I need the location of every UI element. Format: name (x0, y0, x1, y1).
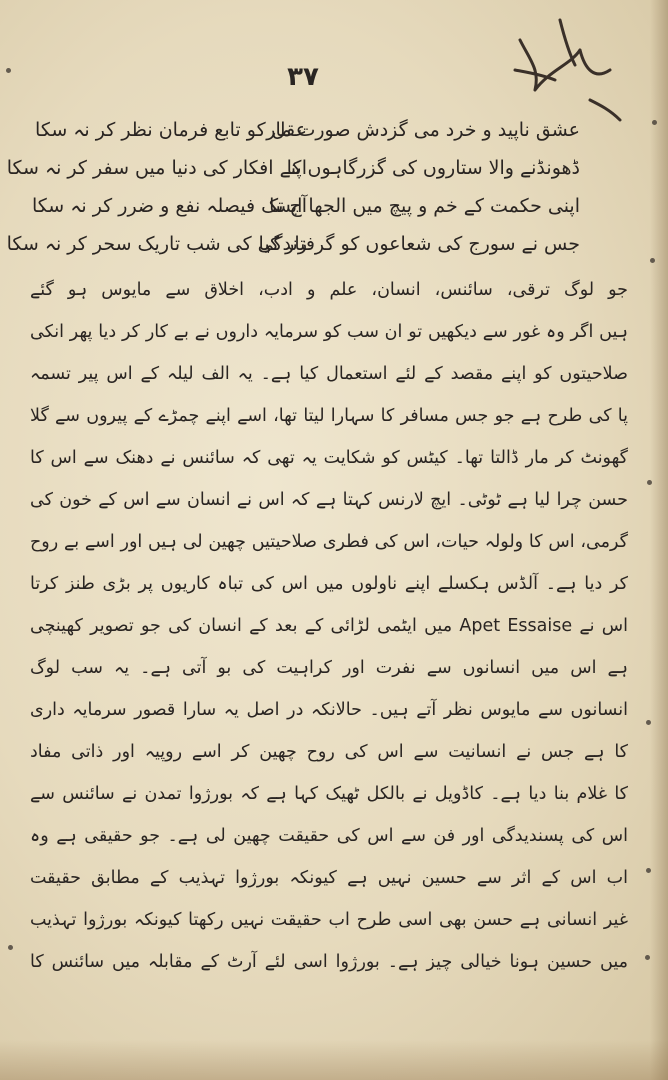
paragraph-line-16: غیر انسانی ہے حسن بھی اسی طرح اب حقیقت نہیں رکھتا کیونکہ بورژوا تہذیب (30, 910, 628, 930)
paragraph-line-10: ہے اس میں انسانوں سے نفرت اور کراہیت کی بو آتی ہے۔ یہ سب لوگ (30, 658, 628, 678)
paragraph-line-7: گرمی، اس کا ولولہ حیات، اس کی فطری صلاحیتیں چھین لی ہیں اور اسے بے روح (30, 532, 628, 552)
margin-dot (6, 68, 11, 73)
verse-right-2: ڈھونڈنے والا ستاروں کی گزرگاہوں کا (286, 157, 580, 179)
margin-dot (646, 868, 651, 873)
verse-right-4: جس نے سورج کی شعاعوں کو گرفتار کیا (258, 233, 580, 255)
page-edge-shadow (650, 0, 668, 1080)
paragraph-line-4: پا کی طرح ہے جو جس مسافر کا سہارا لیتا تھا، اسے اپنے چمڑے کے پیروں سے گلا (30, 406, 628, 426)
page-number: ۳۷ (287, 62, 319, 92)
verse-right-3: اپنی حکمت کے خم و پیچ میں الجھا ایسا (269, 195, 580, 217)
paragraph-line-9: اس نے Apet Essaise میں ایٹمی لڑائی کے بعد کے انسان کی جو تصویر کھینچی (30, 616, 628, 636)
verse-right-1: عشق ناپید و خرد می گزدش صورت مار (266, 119, 580, 141)
paragraph-line-14: اس کی پسندیدگی اور فن سے اس کی حقیقت چھین لی ہے۔ جو حقیقی ہے وہ (30, 826, 628, 846)
margin-dot (652, 120, 657, 125)
paragraph-line-2: ہیں اگر وہ غور سے دیکھیں تو ان سب کو سرمایہ داروں نے بے کار کر دیا پھر انکی (30, 322, 628, 342)
margin-dot (646, 720, 651, 725)
page-bottom-shadow (0, 1040, 668, 1080)
verse-left-4: زندگی کی شب تاریک سحر کر نہ سکا (6, 233, 307, 255)
paragraph-line-3: صلاحیتوں کو اپنے مقصد کے لئے استعمال کیا ہے۔ یہ الف لیلہ کے اس پیر تسمہ (30, 364, 628, 384)
margin-dot (650, 258, 655, 263)
paragraph-line-5: گھونٹ کر مار ڈالتا تھا۔ کیٹس کو شکایت یہ تھی کہ سائنس نے دھنک سے اس کا (30, 448, 628, 468)
paragraph-line-17: میں حسین ہونا خیالی چیز ہے۔ بورژوا اسی لئے آرٹ کے مقابلہ میں سائنس کا (30, 952, 628, 972)
margin-dot (645, 955, 650, 960)
verse-left-3: آج تک فیصلہ نفع و ضرر کر نہ سکا (32, 195, 307, 217)
paragraph-line-12: کا ہے جس نے انسانیت سے اس کی روح چھین کر اسے روپیہ اور ذاتی مفاد (30, 742, 628, 762)
paragraph-line-13: کا غلام بنا دیا ہے۔ کاڈویل نے بالکل ٹھیک کہا ہے کہ بورژوا تمدن نے سائنس سے (30, 784, 628, 804)
paragraph-line-11: انسانوں سے مایوس نظر آتے ہیں۔ حالانکہ در اصل یہ سارا قصور سرمایہ داری (30, 700, 628, 720)
paragraph-line-15: اب اس کے اثر سے حسین نہیں ہے کیونکہ بورژوا تہذیب کے مطابق حقیقت (30, 868, 628, 888)
paragraph-line-6: حسن چرا لیا ہے ٹوٹی۔ ایچ لارنس کہتا ہے کہ اس نے انسان سے اس کے خون کی (30, 490, 628, 510)
margin-dot (647, 480, 652, 485)
paragraph-line-8: کر دیا ہے۔ آلڈس ہکسلے اپنے ناولوں میں اس کی تباہ کاریوں پر بڑی طنز کرتا (30, 574, 628, 594)
verse-left-1: عقل کو تابع فرمان نظر کر نہ سکا (35, 119, 307, 141)
verse-left-2: اپنے افکار کی دنیا میں سفر کر نہ سکا (6, 157, 307, 179)
margin-dot (8, 945, 13, 950)
paragraph-line-1: جو لوگ ترقی، سائنس، انسان، علم و ادب، اخلاق سے مایوس ہو گئے (30, 280, 628, 300)
